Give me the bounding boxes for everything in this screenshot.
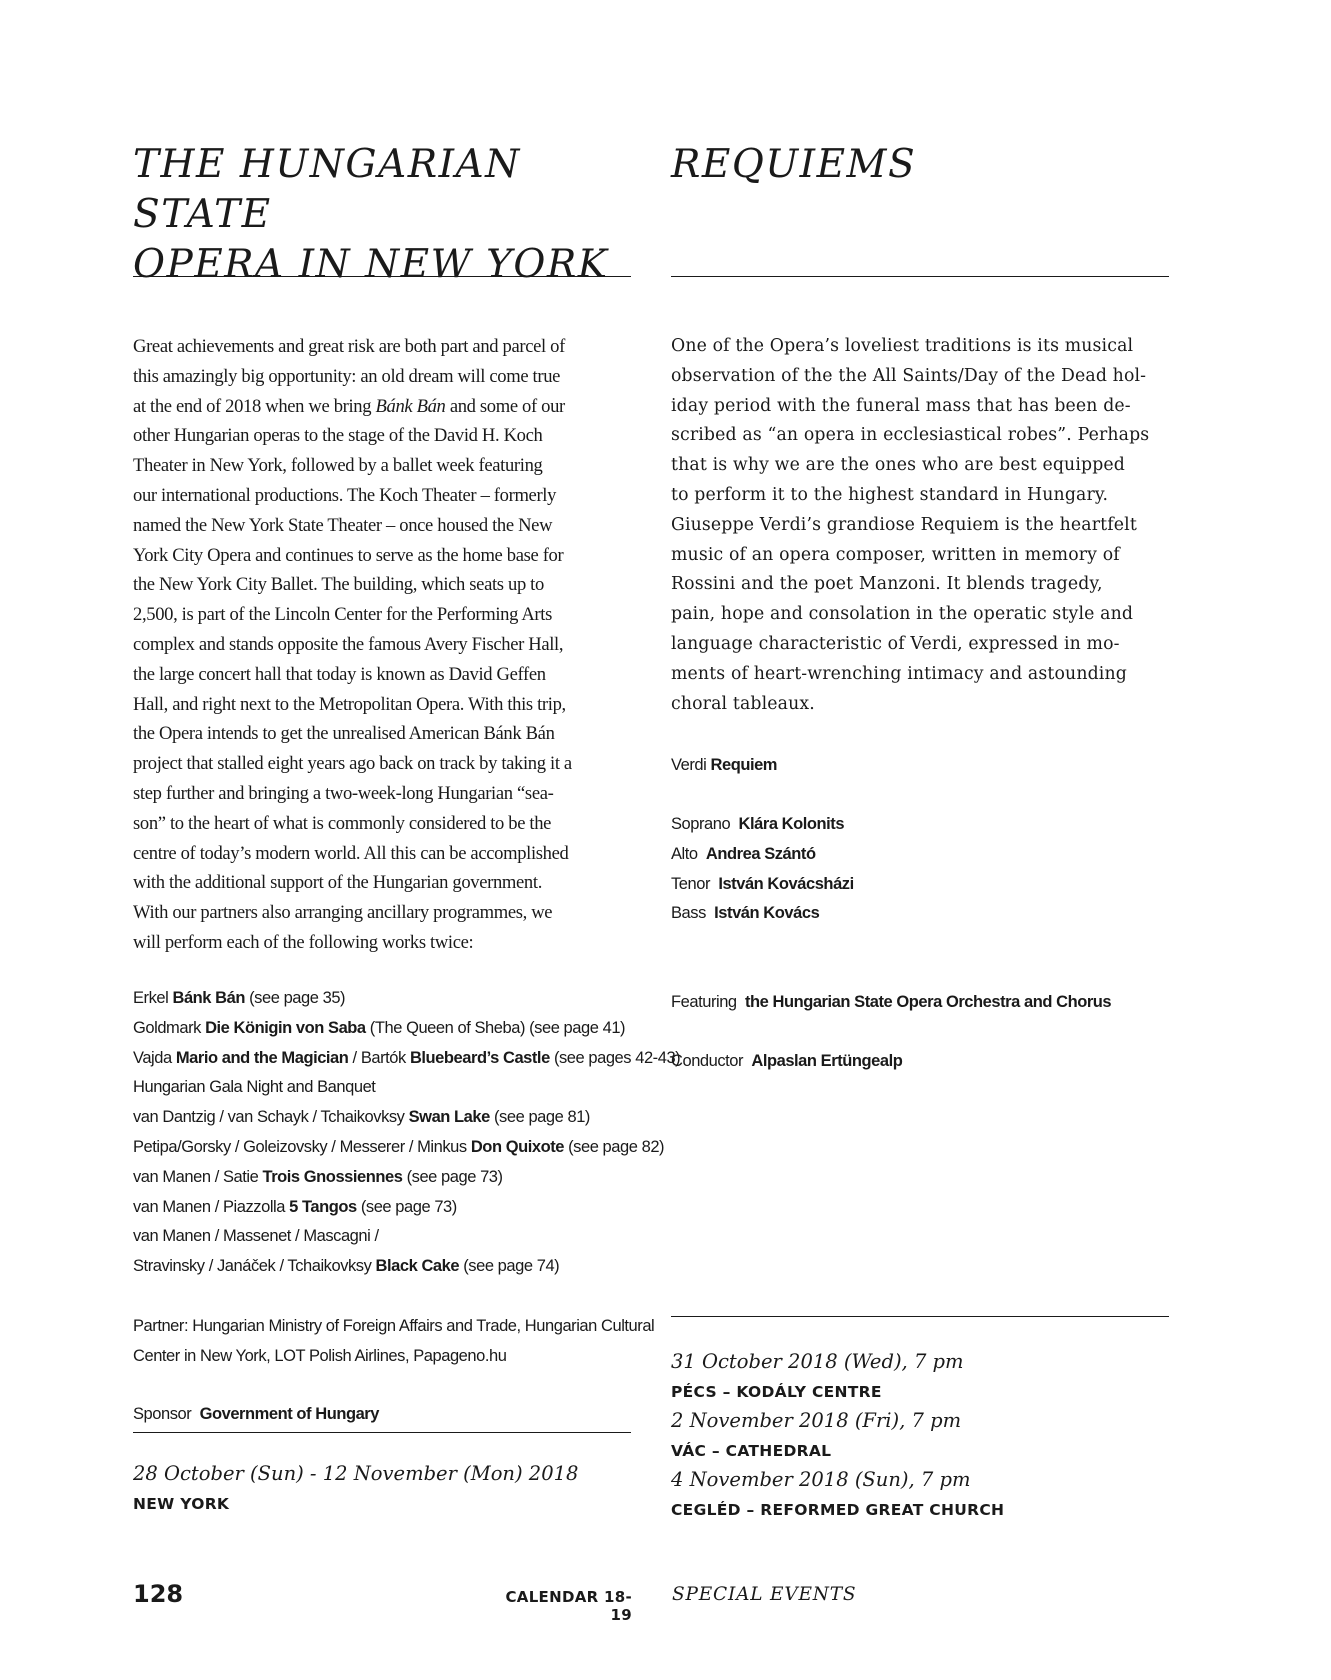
body-text: our international productions. The Koch Theater – formerly [133, 484, 557, 506]
body-line: that is why we are the ones who are best equipped [671, 455, 1126, 476]
body-text: Theater in New York, followed by a ballet week featuring [133, 455, 543, 477]
heading-rule [133, 276, 631, 277]
conductor-label: Conductor [671, 1052, 744, 1070]
body-line [133, 630, 572, 660]
body-text: at the end of 2018 when we bring [133, 395, 376, 417]
work-credit-text: Hungarian Gala Night and Banquet [133, 1078, 376, 1097]
article-body [671, 332, 1149, 719]
cast-name: Klára Kolonits [738, 815, 845, 833]
work-item [133, 1222, 680, 1252]
work-title: Don Quixote [470, 1137, 564, 1156]
event-date: 31 October 2018 (Wed), 7 pm [671, 1350, 964, 1373]
cast-list [671, 810, 854, 929]
work-title: Bánk Bán [172, 989, 245, 1007]
work-credit-text: (see page 73) [402, 1167, 503, 1186]
work-credit-text: Vajda [133, 1048, 176, 1067]
event-date: 2 November 2018 (Fri), 7 pm [671, 1409, 962, 1432]
cast-role: Tenor [671, 874, 711, 893]
article-heading [133, 140, 631, 290]
work-item [133, 1044, 680, 1074]
body-text: step further and bringing a two-week-long Hungarian “sea- [133, 782, 554, 804]
cast-role: Soprano [671, 815, 731, 833]
body-text: centre of today’s modern world. All this can be accomplished [133, 842, 569, 864]
sponsor-label: Sponsor [133, 1405, 192, 1423]
body-line [133, 928, 572, 958]
body-line: ments of heart-wrenching intimacy and astounding [671, 663, 1127, 684]
sponsor-name: Government of Hungary [199, 1405, 379, 1423]
body-line: language characteristic of Verdi, expressed in mo- [671, 633, 1120, 654]
body-text: this amazingly big opportunity: an old dream will come true [133, 365, 561, 387]
work-title: Bluebeard’s Castle [409, 1048, 550, 1067]
body-line [133, 421, 572, 451]
body-text: other Hungarian operas to the stage of the David H. Koch [133, 425, 543, 447]
work-credit-text: Petipa/Gorsky / Goleizovsky / Messerer / Minkus [133, 1137, 471, 1156]
body-text: named the New York State Theater – once housed the New [133, 514, 553, 536]
work-credit-text: (see page 35) [245, 989, 346, 1007]
cast-name: Andrea Szántó [705, 844, 816, 863]
body-text: the Opera intends to get the unrealised American Bánk Bán [133, 723, 555, 745]
article-heading [671, 140, 916, 190]
work-credit-text: Goldmark [133, 1018, 206, 1037]
body-line: One of the Opera’s loveliest traditions is its musical [671, 336, 1134, 356]
body-line [133, 332, 572, 362]
sponsor-rule [133, 1432, 631, 1433]
body-line [133, 719, 572, 749]
body-line [133, 481, 572, 511]
body-line [133, 451, 572, 481]
works-list [133, 984, 680, 1282]
work-title: Mario and the Magician [175, 1048, 349, 1067]
work-title: 5 Tangos [289, 1197, 357, 1216]
body-text: with the additional support of the Hungarian government. [133, 872, 542, 894]
body-line [133, 690, 572, 720]
heading-line: OPERA IN NEW YORK [133, 242, 609, 287]
work-title: Black Cake [375, 1257, 460, 1276]
body-line [133, 600, 572, 630]
page-number: 128 [133, 1580, 184, 1608]
body-line [133, 809, 572, 839]
work-item [133, 1103, 680, 1133]
body-line [133, 749, 572, 779]
work-credit-text: (see page 81) [489, 1108, 590, 1127]
work-item [133, 1133, 680, 1163]
body-line [133, 868, 572, 898]
event-venue: NEW YORK [133, 1495, 230, 1513]
featuring-credit [671, 988, 1111, 1018]
work-credit-text: (see page 73) [356, 1197, 457, 1216]
work-title: Die Königin von Saba [205, 1018, 366, 1037]
composer: Verdi [671, 756, 707, 774]
body-line [133, 779, 572, 809]
body-line: scribed as “an opera in ecclesiastical robes”. Perhaps [671, 425, 1150, 446]
body-text: and some of our [445, 395, 565, 417]
work-item [133, 1014, 680, 1044]
running-footer-section: SPECIAL EVENTS [672, 1584, 857, 1605]
event-venue: VÁC – CATHEDRAL [671, 1442, 832, 1460]
work-item [133, 1252, 680, 1282]
partner-line: Partner: Hungarian Ministry of Foreign Affairs and Trade, Hungarian Cultural [133, 1317, 655, 1335]
body-line [133, 541, 572, 571]
work-title-italic: Bánk Bán [375, 395, 446, 417]
work-title: Requiem [710, 756, 778, 774]
body-line: to perform it to the highest standard in Hungary. [671, 484, 1109, 505]
work-credit-text: / Bartók [348, 1048, 410, 1067]
body-text: Great achievements and great risk are both part and parcel of [133, 336, 565, 357]
article-body [133, 332, 572, 958]
work-credit-text: (see page 74) [459, 1257, 560, 1276]
work-credit-text: van Manen / Piazzolla [133, 1197, 290, 1216]
body-line: Rossini and the poet Manzoni. It blends tragedy, [671, 574, 1103, 595]
body-line: choral tableaux. [671, 693, 815, 714]
work-item [133, 1193, 680, 1223]
work-item [133, 1073, 680, 1103]
cast-role: Alto [671, 844, 698, 863]
cast-name: István Kovácsházi [718, 874, 854, 893]
body-line [133, 392, 572, 422]
body-line [133, 570, 572, 600]
partner-credits [133, 1312, 654, 1372]
body-line [133, 511, 572, 541]
work-credit-text: (see page 82) [563, 1137, 665, 1156]
heading-line: THE HUNGARIAN STATE [133, 142, 521, 237]
event-venue: CEGLÉD – REFORMED GREAT CHURCH [671, 1501, 1005, 1519]
body-line: iday period with the funeral mass that has been de- [671, 395, 1131, 416]
body-line [133, 898, 572, 928]
work-title: Trois Gnossiennes [262, 1167, 403, 1186]
conductor-credit [671, 1047, 902, 1077]
body-text: With our partners also arranging ancillary programmes, we [133, 902, 553, 924]
body-text: 2,500, is part of the Lincoln Center for the Performing Arts [133, 604, 552, 626]
work-credit-text: (The Queen of Sheba) (see page 41) [365, 1018, 626, 1037]
body-line: music of an opera composer, written in memory of [671, 544, 1120, 565]
work-item [133, 984, 680, 1014]
work-credit-text: van Manen / Satie [133, 1167, 263, 1186]
heading-line: REQUIEMS [671, 142, 917, 187]
body-line: Giuseppe Verdi’s grandiose Requiem is the heartfelt [671, 514, 1137, 535]
sponsor-credit [133, 1400, 379, 1430]
body-line: observation of the the All Saints/Day of the Dead hol- [671, 365, 1147, 386]
body-text: Hall, and right next to the Metropolitan Opera. With this trip, [133, 693, 566, 715]
work-credit-text: (see pages 42-43) [549, 1048, 681, 1067]
work-credit-text: van Manen / Massenet / Mascagni / [133, 1227, 379, 1246]
work-title: Swan Lake [408, 1108, 490, 1127]
partner-line: Center in New York, LOT Polish Airlines, Papageno.hu [133, 1346, 507, 1365]
event-date: 4 November 2018 (Sun), 7 pm [671, 1468, 971, 1491]
work-credit [671, 751, 777, 781]
body-line [133, 660, 572, 690]
conductor-name: Alpaslan Ertüngealp [751, 1052, 903, 1070]
events-rule [671, 1316, 1169, 1317]
work-item [133, 1163, 680, 1193]
heading-rule [671, 276, 1169, 277]
body-line [133, 839, 572, 869]
featuring-label: Featuring [671, 993, 737, 1011]
cast-role: Bass [671, 904, 706, 923]
body-line [133, 362, 572, 392]
body-text: the large concert hall that today is known as David Geffen [133, 663, 546, 685]
body-text: complex and stands opposite the famous Avery Fischer Hall, [133, 633, 564, 655]
body-text: project that stalled eight years ago back on track by taking it a [133, 753, 572, 775]
body-text: the New York City Ballet. The building, which seats up to [133, 574, 544, 596]
work-credit-text: Stravinsky / Janáček / Tchaikovksy [133, 1257, 376, 1276]
cast-item [671, 810, 854, 840]
body-text: son” to the heart of what is commonly considered to be the [133, 812, 552, 834]
cast-item [671, 840, 854, 870]
work-credit-text: Erkel [133, 989, 173, 1007]
cast-item [671, 899, 854, 929]
body-text: York City Opera and continues to serve as the home base for [133, 544, 564, 566]
body-text: will perform each of the following works twice: [133, 931, 474, 953]
running-footer-calendar: CALENDAR 18-19 [505, 1588, 632, 1624]
featuring-value: the Hungarian State Opera Orchestra and Chorus [744, 993, 1112, 1011]
work-credit-text: van Dantzig / van Schayk / Tchaikovksy [133, 1108, 409, 1127]
cast-name: István Kovács [714, 904, 820, 923]
event-venue: PÉCS – KODÁLY CENTRE [671, 1383, 882, 1401]
body-line: pain, hope and consolation in the operatic style and [671, 604, 1134, 625]
cast-item [671, 870, 854, 900]
event-date: 28 October (Sun) - 12 November (Mon) 2018 [133, 1462, 579, 1485]
